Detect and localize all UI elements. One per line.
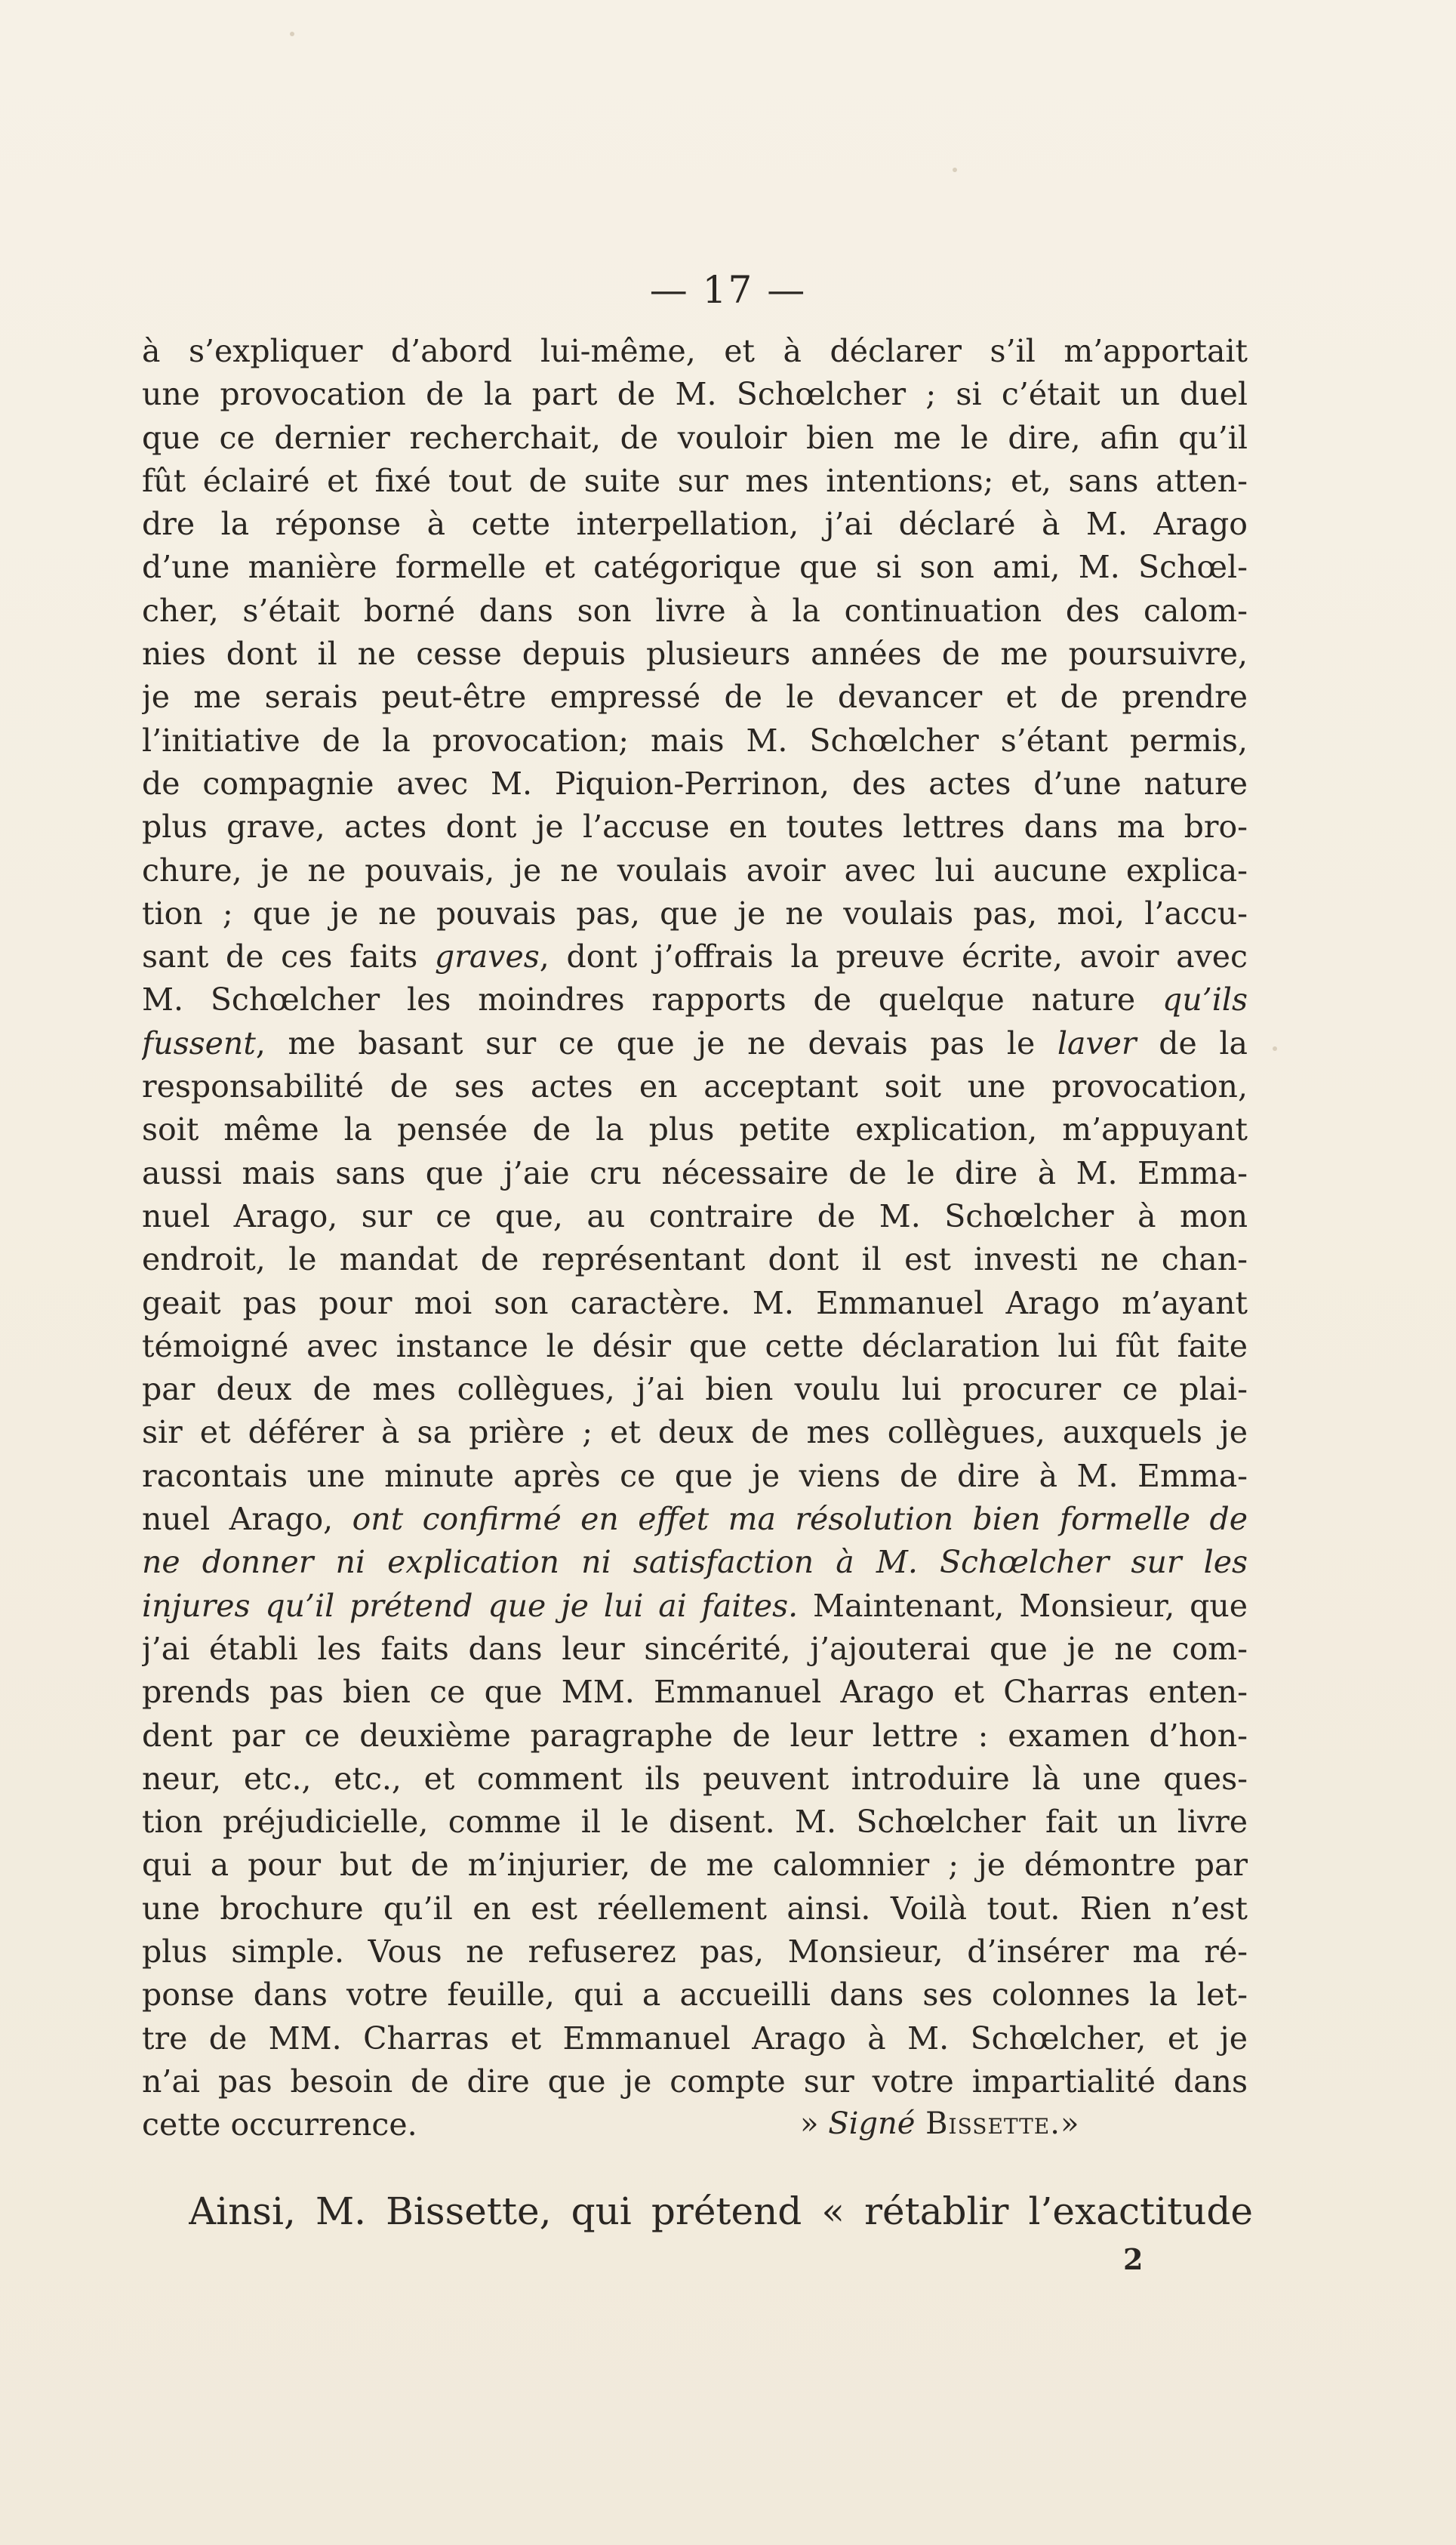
text-segment: cher, s’était borné dans son livre à la continuation des calom- — [142, 592, 1248, 629]
paper-speck — [953, 168, 957, 172]
text-segment: neur, etc., etc., et comment ils peuvent introduire là une ques- — [142, 1760, 1248, 1797]
text-line — [142, 1628, 1248, 1671]
text-line — [142, 503, 1248, 546]
text-segment: témoigné avec instance le désir que cette déclaration lui fût faite — [142, 1327, 1248, 1364]
text-segment: tion préjudicielle, comme il le disent. M. Schœlcher fait un livre — [142, 1804, 1248, 1841]
text-line — [142, 633, 1248, 676]
text-segment: responsabilité de ses actes en acceptant soit une provocation, — [142, 1068, 1248, 1105]
text-line — [142, 1801, 1248, 1844]
italic-text-segment: qu’ils — [1162, 981, 1248, 1018]
text-segment: par deux de mes collègues, j’ai bien voulu lui procurer ce plai- — [142, 1371, 1248, 1408]
text-segment: aussi mais sans que j’aie cru nécessaire de le dire à M. Emma- — [142, 1154, 1248, 1191]
text-segment: l’initiative de la provocation; mais M. Schœlcher s’étant permis, — [142, 722, 1248, 759]
text-line — [142, 1238, 1248, 1281]
italic-text-segment: injures qu’il prétend que je lui ai faites. — [142, 1587, 799, 1624]
italic-text-segment: graves — [435, 938, 540, 975]
italic-text-segment: laver — [1057, 1024, 1137, 1061]
signature-open-quote: » — [800, 2106, 829, 2141]
text-line — [142, 1671, 1248, 1714]
text-segment: soit même la pensée de la plus petite explication, m’appuyant — [142, 1111, 1248, 1148]
signature-close-quote: » — [1060, 2106, 1079, 2141]
text-line — [142, 1108, 1248, 1151]
text-segment: de la — [1136, 1024, 1248, 1061]
text-line — [142, 1411, 1248, 1454]
text-line — [142, 546, 1248, 589]
text-line — [142, 330, 1248, 373]
text-segment: nuel Arago, sur ce que, au contraire de M. Schœlcher à mon — [142, 1197, 1248, 1234]
text-segment: que ce dernier recherchait, de vouloir bien me le dire, afin qu’il — [142, 419, 1248, 456]
text-segment: tre de MM. Charras et Emmanuel Arago à M. Schœlcher, et je — [142, 2020, 1248, 2057]
text-line — [142, 1715, 1248, 1758]
text-line — [142, 1844, 1248, 1887]
text-line — [142, 1325, 1248, 1368]
text-segment: d’une manière formelle et catégorique que si son ami, M. Schœl- — [142, 549, 1248, 586]
text-segment: sir et déférer à sa prière ; et deux de mes collègues, auxquels je — [142, 1414, 1248, 1451]
text-segment: racontais une minute après ce que je viens de dire à M. Emma- — [142, 1457, 1248, 1494]
text-segment: cette occurrence. — [142, 2106, 417, 2143]
text-line — [142, 1585, 1248, 1628]
text-line — [142, 1152, 1248, 1195]
text-segment: une provocation de la part de M. Schœlcher ; si c’était un duel — [142, 376, 1248, 413]
text-segment: plus simple. Vous ne refuserez pas, Monsieur, d’insérer ma ré- — [142, 1933, 1248, 1970]
text-segment: fût éclairé et fixé tout de suite sur mes intentions; et, sans atten- — [142, 462, 1248, 499]
text-line — [142, 373, 1248, 416]
paper-speck — [290, 32, 294, 36]
text-segment: tion ; que je ne pouvais pas, que je ne voulais pas, moi, l’accu- — [142, 895, 1248, 932]
text-line — [142, 935, 1248, 978]
text-line — [142, 2017, 1248, 2060]
italic-text-segment: ont confirmé en effet ma résolution bien formelle de — [352, 1501, 1248, 1538]
text-line — [142, 892, 1248, 935]
page-number: — 17 — — [649, 268, 807, 312]
text-line — [142, 1195, 1248, 1238]
text-line — [142, 1498, 1248, 1541]
text-line — [142, 1930, 1248, 1973]
text-segment: nuel Arago, — [142, 1501, 352, 1538]
italic-text-segment: fussent — [142, 1024, 256, 1061]
text-segment: je me serais peut-être empressé de le devancer et de prendre — [142, 679, 1248, 716]
text-segment: dent par ce deuxième paragraphe de leur lettre : examen d’hon- — [142, 1717, 1248, 1754]
text-segment: geait pas pour moi son caractère. M. Emmanuel Arago m’ayant — [142, 1284, 1248, 1321]
paper-speck — [1273, 1046, 1277, 1051]
text-segment: nies dont il ne cesse depuis plusieurs années de me poursuivre, — [142, 636, 1248, 673]
letter-signature — [800, 2106, 1079, 2141]
text-segment: M. Schœlcher les moindres rapports de quelque nature — [142, 981, 1163, 1018]
text-segment: sant de ces faits — [142, 938, 436, 975]
closing-line: Ainsi, M. Bissette, qui prétend « rétablir l’exactitude — [189, 2189, 1253, 2233]
text-segment: prends pas bien ce que MM. Emmanuel Arago et Charras enten- — [142, 1674, 1248, 1711]
body-text — [142, 330, 1248, 2146]
text-line — [142, 1065, 1248, 1108]
text-line — [142, 1022, 1248, 1065]
text-line — [142, 590, 1248, 633]
text-line — [142, 719, 1248, 763]
text-line — [142, 1541, 1248, 1584]
text-segment: à s’expliquer d’abord lui-même, et à déclarer s’il m’apportait — [142, 333, 1248, 369]
text-segment: j’ai établi les faits dans leur sincérité, j’ajouterai que je ne com- — [142, 1630, 1248, 1667]
text-segment: endroit, le mandat de représentant dont il est investi ne chan- — [142, 1241, 1248, 1278]
text-segment: , me basant sur ce que je ne devais pas le — [255, 1024, 1057, 1061]
text-segment: n’ai pas besoin de dire que je compte sur votre impartialité dans — [142, 2063, 1248, 2100]
text-line — [142, 849, 1248, 892]
text-segment: dre la réponse à cette interpellation, j’ai déclaré à M. Arago — [142, 506, 1248, 543]
text-segment: , dont j’offrais la preuve écrite, avoir avec — [539, 938, 1248, 975]
text-segment: plus grave, actes dont je l’accuse en toutes lettres dans ma bro- — [142, 809, 1248, 846]
text-segment: de compagnie avec M. Piquion-Perrinon, des actes d’une nature — [142, 765, 1248, 802]
text-segment: qui a pour but de m’injurier, de me calomnier ; je démontre par — [142, 1847, 1248, 1884]
text-segment: chure, je ne pouvais, je ne voulais avoir avec lui aucune explica- — [142, 852, 1248, 889]
italic-text-segment: ne donner ni explication ni satisfaction à M. Schœlcher sur les — [142, 1544, 1248, 1581]
text-line — [142, 1758, 1248, 1801]
text-line — [142, 676, 1248, 719]
text-segment: ponse dans votre feuille, qui a accueilli dans ses colonnes la let- — [142, 1977, 1248, 2014]
signature-name: Bissette. — [915, 2106, 1060, 2141]
text-line — [142, 1455, 1248, 1498]
text-line — [142, 1282, 1248, 1325]
text-segment: Maintenant, Monsieur, que — [798, 1587, 1248, 1624]
text-line — [142, 1973, 1248, 2017]
text-line — [142, 1368, 1248, 1411]
signature-signed-word: Signé — [828, 2106, 916, 2141]
printer-signature-mark: 2 — [1123, 2242, 1144, 2276]
text-line — [142, 1887, 1248, 1930]
text-line — [142, 2060, 1248, 2103]
text-line — [142, 417, 1248, 460]
text-segment: une brochure qu’il en est réellement ainsi. Voilà tout. Rien n’est — [142, 1890, 1248, 1927]
text-line — [142, 978, 1248, 1021]
text-line — [142, 763, 1248, 806]
text-line — [142, 806, 1248, 849]
text-line — [142, 460, 1248, 503]
text-line — [142, 2103, 1248, 2146]
